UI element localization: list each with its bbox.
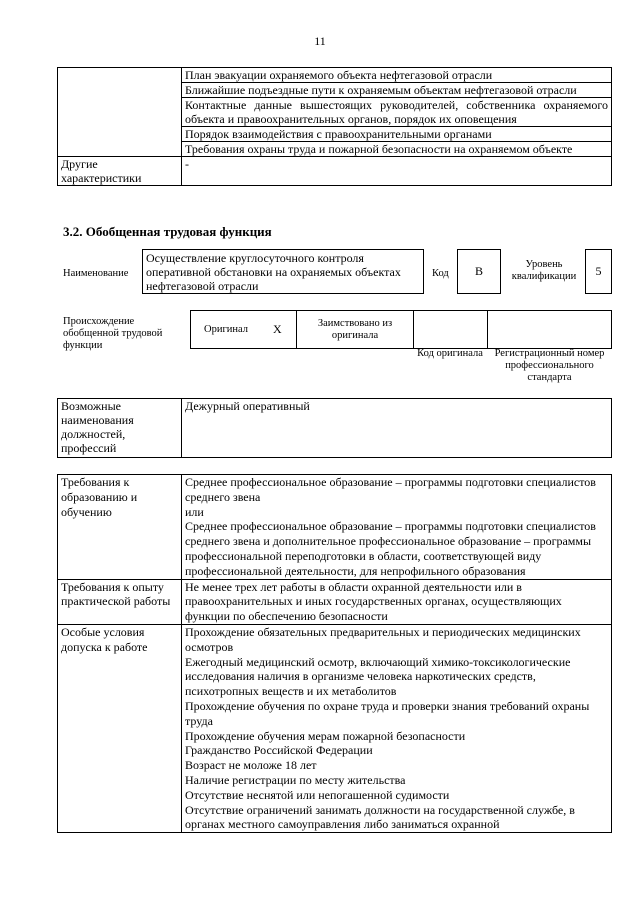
education-value	[182, 475, 612, 580]
origin-box	[190, 310, 612, 349]
name-value: Осуществление круглосуточного контроля оперативной обстановки на охраняемых объектах нефтегазовой отрасли	[142, 249, 424, 294]
reg-number-caption: Регистрационный номер профессионального стандарта	[494, 348, 605, 383]
code-original-caption: Код оригинала	[417, 348, 483, 359]
list-item: Ежегодный медицинский осмотр, включающий химико-токсикологические исследования наличия в организме человека наркотических средств, психотропных веществ и их метаболитов	[185, 654, 571, 699]
table-row: Ближайшие подъездные пути к охраняемым объектам нефтегазовой отрасли	[182, 83, 612, 98]
origin-label: Происхождение обобщенной трудовой функции	[63, 316, 163, 351]
positions-table	[57, 398, 612, 458]
borrowed-label: Заимствовано из оригинала	[317, 318, 393, 341]
divider	[296, 311, 297, 348]
original-label: Оригинал	[204, 324, 248, 335]
section-heading: 3.2. Обобщенная трудовая функция	[63, 224, 272, 239]
special-conditions-label: Особые условия допуска к работе	[58, 624, 182, 832]
table-row: План эвакуации охраняемого объекта нефтегазовой отрасли	[182, 68, 612, 83]
list-item: Возраст не моложе 18 лет	[185, 758, 317, 773]
page-number: 11	[314, 34, 326, 48]
code-label: Код	[432, 268, 449, 279]
requirements-table	[57, 474, 612, 833]
list-item: Прохождение обязательных предварительных и периодических медицинских осмотров	[185, 624, 581, 654]
list-item: Прохождение обучения мерам пожарной безопасности	[185, 728, 466, 743]
list-item: Гражданство Российской Федерации	[185, 743, 373, 758]
level-value: 5	[585, 249, 612, 294]
table-row: Контактные данные вышестоящих руководителей, собственника охраняемого объекта и правоохранительных органов, порядок их оповещения	[182, 98, 612, 127]
level-label: Уровень квалификации	[511, 259, 577, 282]
list-item: Отсутствие ограничений занимать должности на государственной службе, в органах местного самоуправления либо заниматься охранной	[185, 802, 575, 832]
education-label: Требования к образованию и обучению	[58, 475, 182, 580]
name-label: Наименование	[63, 268, 129, 279]
divider	[413, 311, 414, 348]
list-item: или	[185, 504, 204, 519]
list-item: Наличие регистрации по месту жительства	[185, 772, 406, 787]
experience-label: Требования к опыту практической работы	[58, 579, 182, 624]
positions-label: Возможные наименования должностей, профессий	[58, 399, 182, 458]
list-item: Отсутствие неснятой или непогашенной судимости	[185, 787, 450, 802]
table-row: Порядок взаимодействия с правоохранительными органами	[182, 127, 612, 142]
code-value: В	[457, 249, 501, 294]
characteristics-table	[57, 67, 612, 186]
other-characteristics-label: Другие характеристики	[58, 157, 182, 186]
special-conditions-value	[182, 624, 612, 832]
list-item: Прохождение обучения по охране труда и проверки знания требований охраны труда	[185, 698, 590, 728]
experience-value: Не менее трех лет работы в области охранной деятельности или в правоохранительных и иных государственных органах, осуществляющих функции по обеспечению безопасности	[182, 579, 612, 624]
empty-label-cell	[58, 68, 182, 157]
positions-value: Дежурный оперативный	[182, 399, 612, 458]
other-characteristics-value: -	[182, 157, 612, 186]
table-row: Требования охраны труда и пожарной безопасности на охраняемом объекте	[182, 142, 612, 157]
divider	[487, 311, 488, 348]
list-item: Среднее профессиональное образование – программы подготовки специалистов среднего звена	[185, 475, 596, 504]
list-item: Среднее профессиональное образование – программы подготовки специалистов среднего звена и дополнительное профессиональное образование – программы профессиональной переподготовки в области, соответствующей виду профессиональной деятельности, для непрофильного образования	[185, 519, 596, 578]
original-mark: Х	[273, 322, 282, 336]
